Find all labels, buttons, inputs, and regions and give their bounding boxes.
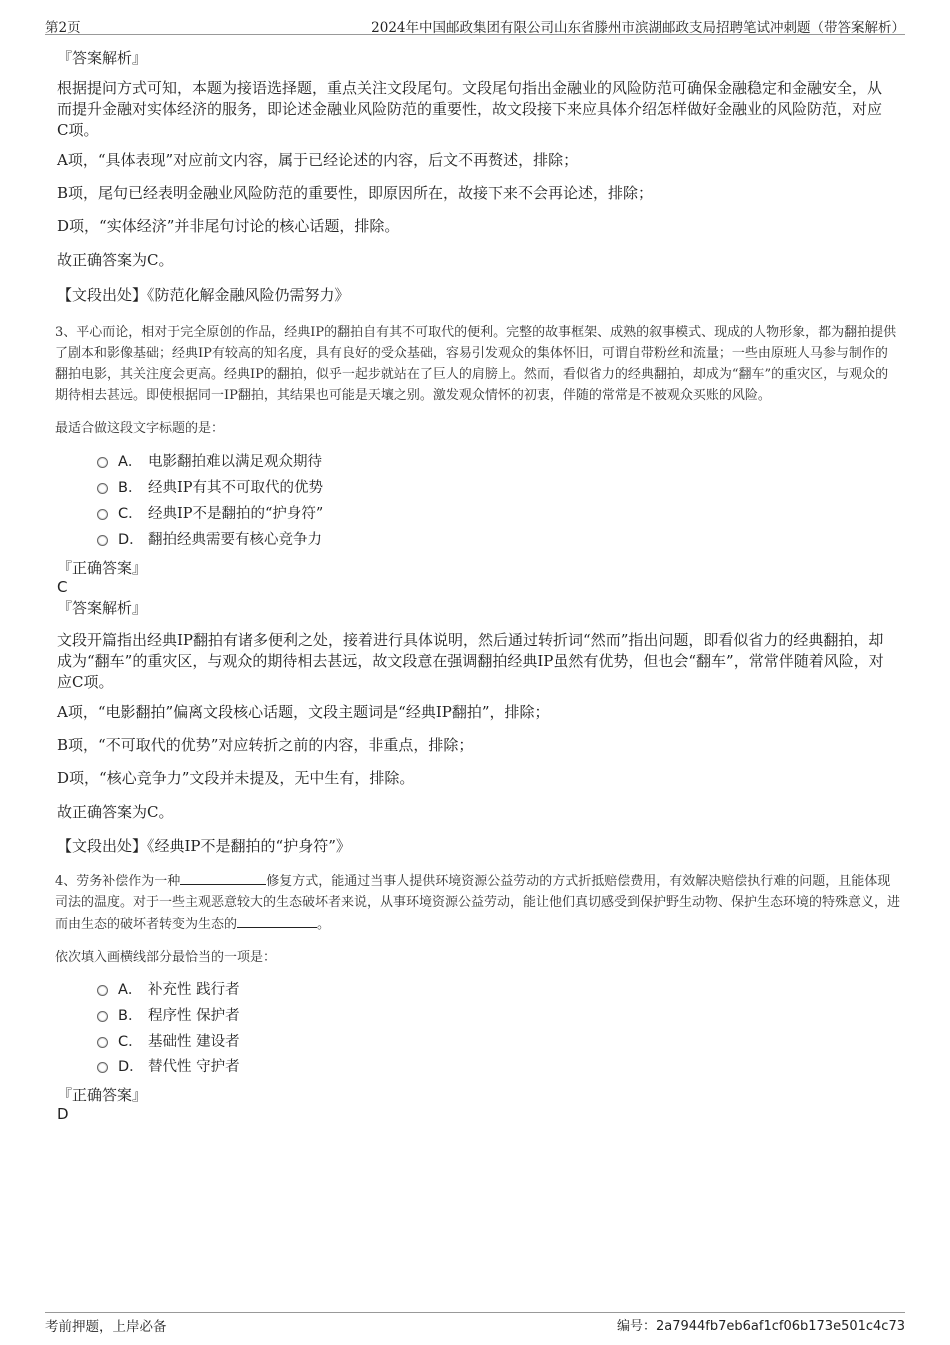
fill-blank-2	[237, 913, 317, 928]
option-key: D．	[118, 1059, 144, 1075]
explanation-paragraph: A项，“电影翻拍”偏离文段核心话题，文段主题词是“经典IP翻拍”，排除；	[57, 703, 550, 721]
option-d[interactable]	[97, 530, 322, 550]
page-header	[45, 14, 905, 35]
question-3-prompt: 最适合做这段文字标题的是：	[55, 421, 225, 436]
option-b[interactable]	[97, 1006, 240, 1026]
explanation-conclusion: 故正确答案为C。	[57, 251, 174, 269]
source-note: 【文段出处】《经典IP不是翻拍的“护身符”》	[57, 837, 351, 855]
document-id-value: 2a7944fb7eb6af1cf06b173e501c4c73	[655, 1319, 905, 1334]
document-id-label: 编号：	[616, 1319, 656, 1334]
option-a[interactable]	[97, 980, 240, 1000]
option-text: 翻拍经典需要有核心竞争力	[148, 532, 322, 548]
radio-icon[interactable]	[97, 483, 108, 494]
question-4-text-part: 。	[317, 917, 331, 932]
radio-icon[interactable]	[97, 457, 108, 468]
fill-blank-1	[180, 870, 266, 885]
radio-icon[interactable]	[97, 985, 108, 996]
explanation-paragraph: 文段开篇指出经典IP翻拍有诸多便利之处，接着进行具体说明，然后通过转折词“然而”指出问题，即看似省力的经典翻拍，却成为“翻车”的重灾区，与观众的期待相去甚远，故文段意在强调翻拍经典IP虽然有优势，但也会“翻车”，常常伴随着风险，对应C项。	[57, 631, 884, 691]
option-key: A．	[118, 454, 143, 470]
footer-slogan: 考前押题，上岸必备	[45, 1319, 167, 1335]
radio-icon[interactable]	[97, 1062, 108, 1073]
source-note: 【文段出处】《防范化解金融风险仍需努力》	[57, 286, 350, 304]
option-text: 基础性 建设者	[148, 1034, 240, 1050]
option-text: 经典IP不是翻拍的“护身符”	[148, 506, 324, 522]
question-4-text	[55, 870, 900, 935]
option-text: 替代性 守护者	[148, 1059, 240, 1075]
explanation-paragraph: 根据提问方式可知，本题为接语选择题，重点关注文段尾句。文段尾句指出金融业的风险防范可确保金融稳定和金融安全，从而提升金融对实体经济的服务，即论述金融业风险防范的重要性，故文段接下来应具体介绍怎样做好金融业的风险防范，对应C项。	[57, 79, 883, 139]
option-key: D．	[118, 532, 144, 548]
explanation-paragraph: B项，尾句已经表明金融业风险防范的重要性，即原因所在，故接下来不会再论述，排除；	[57, 184, 654, 202]
question-4-text-part: 修复方式，能通过当事人提供环境资源公益劳动的方式折抵赔偿费用，有效解决赔偿执行难的问题，且能体现司法的温度。对于一些主观恶意较大的生态破坏者来说，从事环境资源公益劳动，能让他们真切感受到保护野生动物、保护生态环境的特殊意义，进而由生态的破坏者转变为生态的	[55, 874, 901, 932]
document-id	[617, 1315, 905, 1334]
radio-icon[interactable]	[97, 1011, 108, 1022]
option-text: 程序性 保护者	[148, 1008, 240, 1024]
option-b[interactable]	[97, 478, 323, 498]
explanation-paragraph: D项，“实体经济”并非尾句讨论的核心话题，排除。	[57, 217, 400, 235]
option-a[interactable]	[97, 452, 322, 472]
option-c[interactable]	[97, 1032, 240, 1052]
correct-answer: C	[57, 578, 68, 596]
answer-label: 『正确答案』	[57, 559, 148, 577]
option-text: 电影翻拍难以满足观众期待	[148, 454, 322, 470]
option-key: C．	[118, 1034, 143, 1050]
document-title: 2024年中国邮政集团有限公司山东省滕州市滨湖邮政支局招聘笔试冲刺题（带答案解析）	[371, 20, 905, 36]
radio-icon[interactable]	[97, 535, 108, 546]
option-text: 补充性 践行者	[148, 982, 240, 998]
radio-icon[interactable]	[97, 1037, 108, 1048]
option-text: 经典IP有其不可取代的优势	[148, 480, 323, 496]
question-4-text-part: 4、劳务补偿作为一种	[55, 874, 181, 889]
option-key: B．	[118, 480, 143, 496]
explanation-conclusion: 故正确答案为C。	[57, 803, 174, 821]
page-number: 第2页	[45, 20, 81, 36]
correct-answer: D	[57, 1105, 69, 1123]
explanation-label: 『答案解析』	[57, 599, 148, 617]
option-key: A．	[118, 982, 143, 998]
radio-icon[interactable]	[97, 509, 108, 520]
option-key: C．	[118, 506, 143, 522]
option-d[interactable]	[97, 1057, 240, 1077]
question-4-prompt: 依次填入画横线部分最恰当的一项是：	[55, 950, 277, 965]
explanation-paragraph: B项，“不可取代的优势”对应转折之前的内容，非重点，排除；	[57, 736, 474, 754]
page-footer	[45, 1312, 905, 1343]
answer-label: 『正确答案』	[57, 1086, 148, 1104]
explanation-paragraph: A项，“具体表现”对应前文内容，属于已经论述的内容，后文不再赘述，排除；	[57, 151, 579, 169]
explanation-label: 『答案解析』	[57, 49, 148, 67]
explanation-paragraph: D项，“核心竞争力”文段并未提及，无中生有，排除。	[57, 769, 415, 787]
option-key: B．	[118, 1008, 143, 1024]
question-3-text: 3、平心而论，相对于完全原创的作品，经典IP的翻拍自有其不可取代的便利。完整的故事框架、成熟的叙事模式、现成的人物形象，都为翻拍提供了剧本和影像基础；经典IP有较高的知名度，具有良好的受众基础，容易引发观众的集体怀旧，可谓自带粉丝和流量；一些由原班人马参与制作的翻拍电影，其关注度会更高。经典IP的翻拍，似乎一起步就站在了巨人的肩膀上。然而，看似省力的经典翻拍，却成为“翻车”的重灾区，与观众的期待相去甚远。即使根据同一IP翻拍，其结果也可能是天壤之别。激发观众情怀的初衷，伴随的常常是不被观众买账的风险。	[55, 325, 897, 403]
option-c[interactable]	[97, 504, 323, 524]
